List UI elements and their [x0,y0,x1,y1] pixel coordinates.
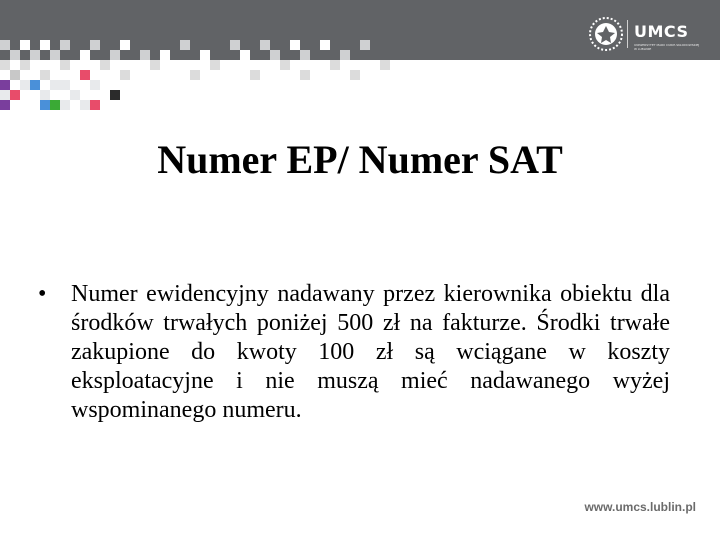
pixel-square [270,50,280,60]
pixel-square [300,70,310,80]
bullet-list [38,280,670,425]
pixel-square [110,50,120,60]
bullet-text: Numer ewidencyjny nadawany przez kierownika obiektu dla środków trwałych poniżej 500 zł na fakturze. Środki trwałe zakupione do kwoty 100 zł są wciągane w koszty eksploatacyjne i nie muszą mieć nadawanego wyżej wspominanego numeru. [71,281,670,423]
pixel-square [300,50,310,60]
pixel-square [0,100,10,110]
pixel-square [100,60,110,70]
pixel-square [80,70,90,80]
pixel-square [330,60,340,70]
pixel-square [90,40,100,50]
pixel-square [40,90,50,100]
pixel-square [90,80,100,90]
logo-text: UMCS [634,22,689,41]
pixel-square [60,100,70,110]
pixel-square [200,50,210,60]
pixel-square [120,70,130,80]
pixel-square [290,40,300,50]
pixel-square [30,80,40,90]
pixel-square [50,50,60,60]
pixel-square [280,60,290,70]
pixel-square [230,40,240,50]
pixel-square [20,60,30,70]
pixel-square [340,50,350,60]
logo-subtext: UNIWERSYTET MARII CURIE-SKŁODOWSKIEJ W LUBLINIE [634,43,700,51]
pixel-square [0,40,10,50]
pixel-square [90,100,100,110]
pixel-square [70,90,80,100]
umcs-logo [588,16,708,56]
university-crest-icon [588,16,624,52]
footer-url: www.umcs.lublin.pl [584,500,696,514]
pixel-square [20,40,30,50]
pixel-square [10,50,20,60]
pixel-square [120,40,130,50]
pixel-square [320,40,330,50]
pixel-square [10,70,20,80]
pixel-square [190,70,200,80]
pixel-square [180,40,190,50]
pixel-square [30,50,40,60]
pixel-square [40,100,50,110]
pixel-square [80,50,90,60]
pixel-square [0,60,10,70]
pixel-square [260,40,270,50]
pixel-square [150,60,160,70]
bullet-item [38,280,670,425]
pixel-square [40,40,50,50]
pixel-square [80,100,90,110]
bullet-marker: • [38,281,47,307]
pixel-square [160,50,170,60]
pixel-square [20,80,30,90]
pixel-square [10,90,20,100]
pixel-square [60,60,70,70]
pixel-square [360,40,370,50]
pixel-square [60,40,70,50]
pixel-square [110,90,120,100]
pixel-square [50,100,60,110]
pixel-square [350,70,360,80]
pixel-square [0,80,10,90]
logo-separator [627,20,628,48]
pixel-square [380,60,390,70]
pixel-square [240,50,250,60]
pixel-square [50,80,60,90]
pixel-square [140,50,150,60]
pixel-square [60,80,70,90]
slide-title: Numer EP/ Numer SAT [157,137,563,182]
pixel-square [210,60,220,70]
pixel-square [40,70,50,80]
pixel-square [0,90,10,100]
pixel-square [250,70,260,80]
